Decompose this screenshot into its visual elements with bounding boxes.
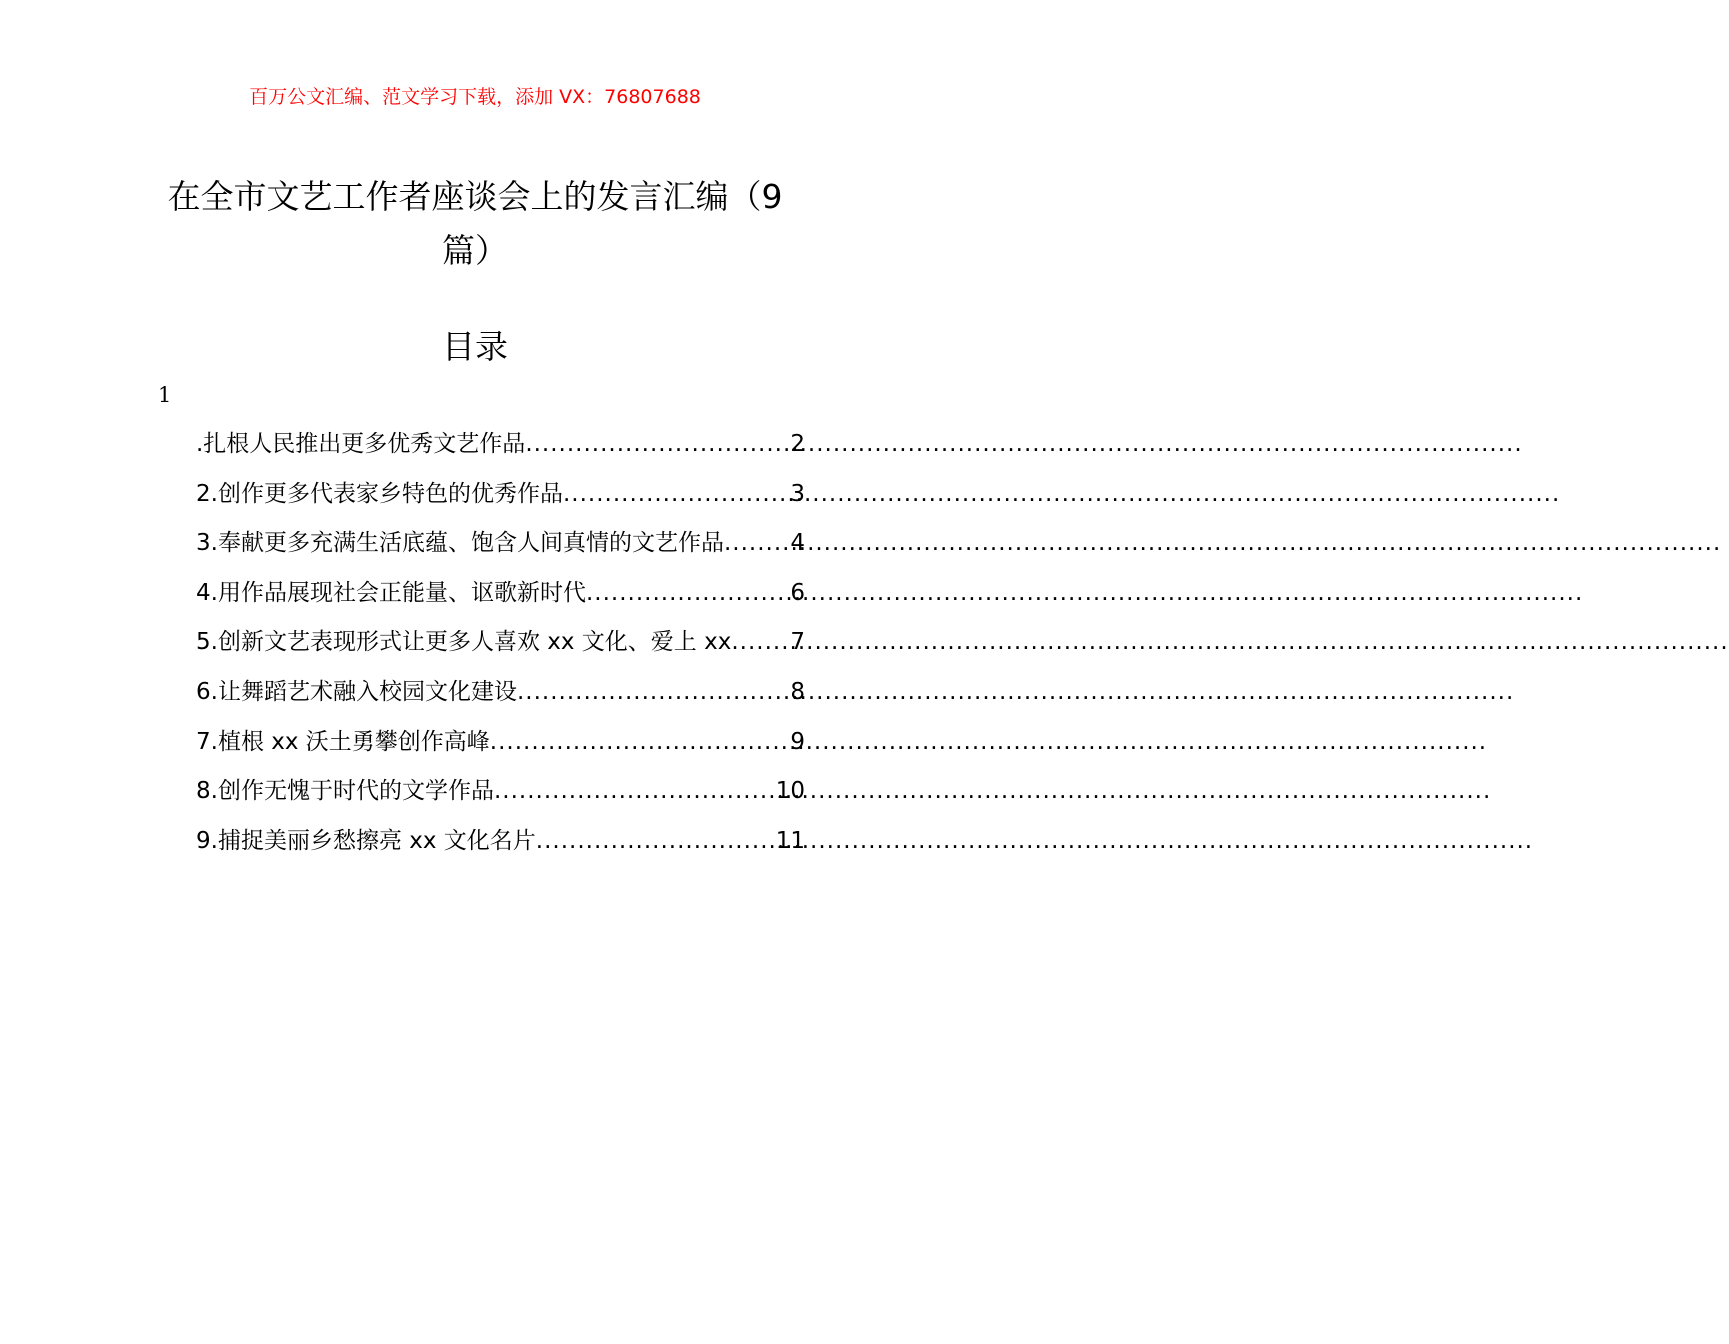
toc-dot-leader bbox=[517, 672, 790, 712]
toc-entry-label: .扎根人民推出更多优秀文艺作品 bbox=[196, 431, 526, 457]
toc-entry-label: 3.奉献更多充满生活底蕴、饱含人间真情的文艺作品 bbox=[196, 530, 724, 557]
toc-entry-8[interactable] bbox=[196, 771, 805, 821]
toc-dot-leader bbox=[586, 573, 790, 613]
toc-entry-label: 8.创作无愧于时代的文学作品 bbox=[196, 778, 494, 805]
toc-entry-5[interactable] bbox=[196, 622, 805, 672]
toc-entry-page: 2 bbox=[790, 431, 805, 457]
watermark-text: 百万公文汇编、范文学习下载，添加 VX：76807688 bbox=[249, 86, 701, 108]
toc-entry-1[interactable] bbox=[196, 424, 805, 474]
toc-dot-leader bbox=[724, 523, 790, 563]
toc-entry-page: 6 bbox=[790, 579, 805, 606]
toc-dot-leader bbox=[536, 821, 776, 861]
toc-dot-leader bbox=[490, 722, 791, 762]
toc-entry-page: 3 bbox=[790, 480, 805, 507]
toc-entry-label: 9.捕捉美丽乡愁擦亮 xx 文化名片 bbox=[196, 827, 536, 854]
toc-heading: 目录 bbox=[442, 327, 508, 366]
stray-page-number: 1 bbox=[158, 383, 172, 407]
document-title: 在全市文艺工作者座谈会上的发言汇编（9 篇） bbox=[167, 177, 783, 270]
toc-entry-6[interactable] bbox=[196, 672, 805, 722]
toc-entry-2[interactable] bbox=[196, 474, 805, 524]
toc-entry-label: 7.植根 xx 沃土勇攀创作高峰 bbox=[196, 728, 490, 755]
toc-entry-7[interactable] bbox=[196, 722, 805, 772]
toc-entry-page: 7 bbox=[790, 629, 805, 656]
toc-dot-leader bbox=[525, 424, 790, 464]
table-of-contents bbox=[196, 424, 805, 870]
toc-dot-leader bbox=[494, 771, 776, 811]
toc-entry-9[interactable] bbox=[196, 821, 805, 871]
toc-entry-page: 10 bbox=[775, 778, 805, 805]
toc-entry-label: 6.让舞蹈艺术融入校园文化建设 bbox=[196, 678, 517, 705]
toc-entry-page: 8 bbox=[790, 678, 805, 705]
toc-entry-page: 4 bbox=[790, 530, 805, 557]
toc-entry-label: 2.创作更多代表家乡特色的优秀作品 bbox=[196, 480, 563, 507]
toc-entry-label: 4.用作品展现社会正能量、讴歌新时代 bbox=[196, 579, 586, 606]
toc-dot-leader bbox=[563, 474, 790, 514]
toc-entry-4[interactable] bbox=[196, 573, 805, 623]
toc-entry-page: 9 bbox=[790, 728, 805, 755]
toc-dot-leader bbox=[731, 622, 790, 662]
toc-entry-label: 5.创新文艺表现形式让更多人喜欢 xx 文化、爱上 xx bbox=[196, 629, 732, 656]
toc-entry-page: 11 bbox=[775, 827, 805, 854]
toc-entry-3[interactable] bbox=[196, 523, 805, 573]
